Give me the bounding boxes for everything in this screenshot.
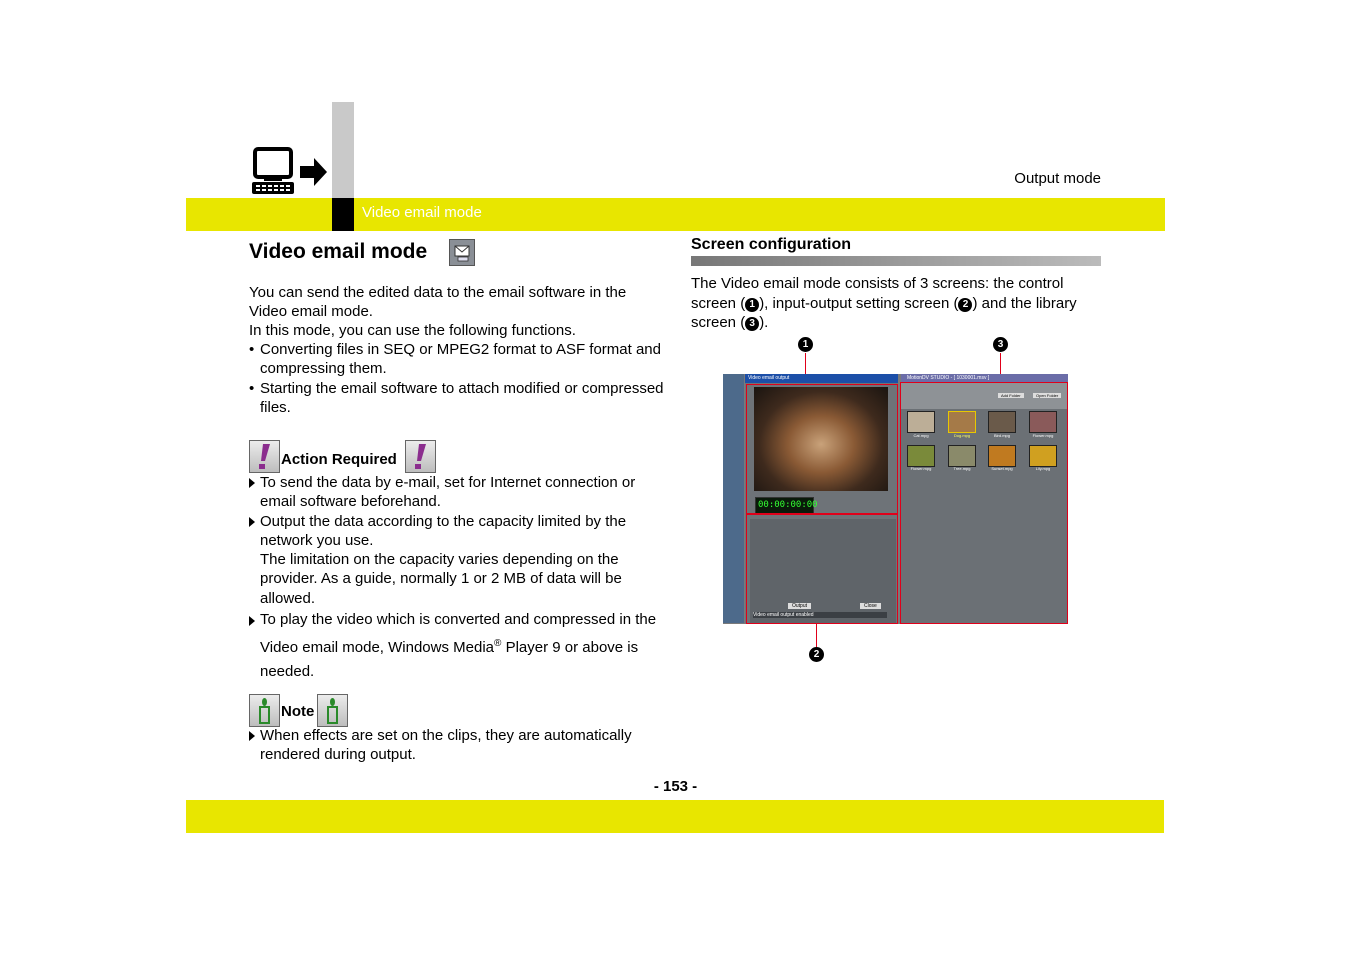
header-black-tab	[332, 198, 354, 231]
note-label: Note	[281, 703, 315, 720]
control-titlebar	[745, 374, 898, 383]
marker-2: 2	[958, 298, 972, 312]
control-screen-outline	[746, 384, 898, 514]
list-item-text: Output the data according to the capacity limited by the network you use.	[260, 513, 627, 550]
tool-box-panel	[723, 374, 744, 623]
footer-bar	[186, 800, 1164, 833]
thumbnail-label: Bird.mpg	[993, 433, 1010, 438]
timecode: 00:00:00:00	[758, 500, 818, 510]
callout-3: 3	[993, 337, 1008, 352]
list-item	[249, 608, 669, 684]
list-item-text: To play the video which is converted and compressed in the Video email mode, Windows Media	[260, 611, 657, 656]
page-number: - 153 -	[653, 778, 698, 795]
thumbnail-label: Lily.mpg	[1035, 466, 1051, 471]
registered-mark: ®	[494, 638, 502, 649]
arrow-bullet-icon	[249, 478, 255, 488]
list-item-text: Converting files in SEQ or MPEG2 format to ASF format and compressing them.	[260, 341, 661, 378]
library-screen-outline	[900, 382, 1068, 624]
intro-line: In this mode, you can use the following functions.	[249, 322, 576, 339]
arrow-bullet-icon	[249, 517, 255, 527]
screen-config-description	[691, 274, 1103, 333]
candle-icon	[249, 694, 280, 727]
callout-1: 1	[798, 337, 813, 352]
intro-line: You can send the edited data to the email software in the	[249, 284, 627, 301]
intro-line: Video email mode.	[249, 303, 373, 320]
close-button: Close	[860, 603, 881, 609]
arrow-bullet-icon	[249, 731, 255, 741]
list-item-text: When effects are set on the clips, they are automatically rendered during output.	[260, 727, 632, 764]
list-item: • Converting files in SEQ or MPEG2 format to ASF format and compressing them.	[249, 341, 661, 378]
thumbnail-label: Tree.mpg	[953, 466, 971, 471]
control-title: Video email output	[748, 375, 790, 381]
thumbnail-label: Flower.mpg	[910, 466, 932, 471]
video-email-icon	[449, 239, 475, 266]
arrow-bullet-icon	[249, 616, 255, 626]
callout-2: 2	[809, 647, 824, 662]
add-folder-button: Add Folder	[998, 393, 1024, 398]
list-item	[249, 726, 669, 765]
header-title: Video email mode	[362, 204, 482, 221]
open-folder-button: Open Folder	[1033, 393, 1061, 398]
list-item: • Starting the email software to attach modified or compressed files.	[249, 380, 664, 417]
list-item	[249, 473, 669, 512]
action-required-label: Action Required	[281, 451, 397, 468]
thumbnail-label: Dog.mpg	[953, 433, 971, 438]
candle-icon	[317, 694, 348, 727]
desc-text: ).	[759, 314, 769, 331]
list-item-text: Starting the email software to attach modified or compressed files.	[260, 380, 664, 417]
list-item-continuation	[249, 550, 669, 608]
marker-3: 3	[745, 317, 759, 331]
callout-line	[816, 624, 817, 647]
computer-output-arrow-icon	[250, 146, 330, 198]
heading-rule	[691, 256, 1101, 266]
desc-text: ), input-output setting screen (	[759, 294, 959, 312]
page-title: Video email mode	[249, 240, 428, 263]
status-bar: Video email output enabled	[753, 612, 887, 618]
thumbnail-label: Sunset.mpg	[991, 466, 1013, 471]
list-item-text: Player 9 or above is needed.	[260, 639, 639, 680]
marker-1: 1	[745, 298, 759, 312]
desc-text: The Video email mode consists of 3 screens: the control screen (	[691, 275, 1064, 312]
list-item	[249, 512, 669, 551]
thumbnail-label: Cat.mpg	[913, 433, 929, 438]
output-button: Output	[788, 603, 811, 609]
list-item-text: To send the data by e-mail, set for Internet connection or email software beforehand.	[260, 474, 636, 511]
header-gray-tab	[332, 102, 354, 198]
section-label: Output mode	[1014, 170, 1101, 187]
exclamation-icon	[405, 440, 436, 473]
desc-text: ) and the library screen (	[691, 294, 1077, 331]
thumbnail-label: Flower.mpg	[1032, 433, 1054, 438]
section-heading: Screen configuration	[691, 236, 852, 253]
exclamation-icon	[249, 440, 280, 473]
list-item-text: The limitation on the capacity varies depending on the provider. As a guide, normally 1 or 2 MB of data will be allowed.	[260, 551, 622, 607]
io-screen-outline	[746, 514, 898, 624]
library-title: MotionDV STUDIO - [ 1030001.msv ]	[907, 375, 990, 381]
